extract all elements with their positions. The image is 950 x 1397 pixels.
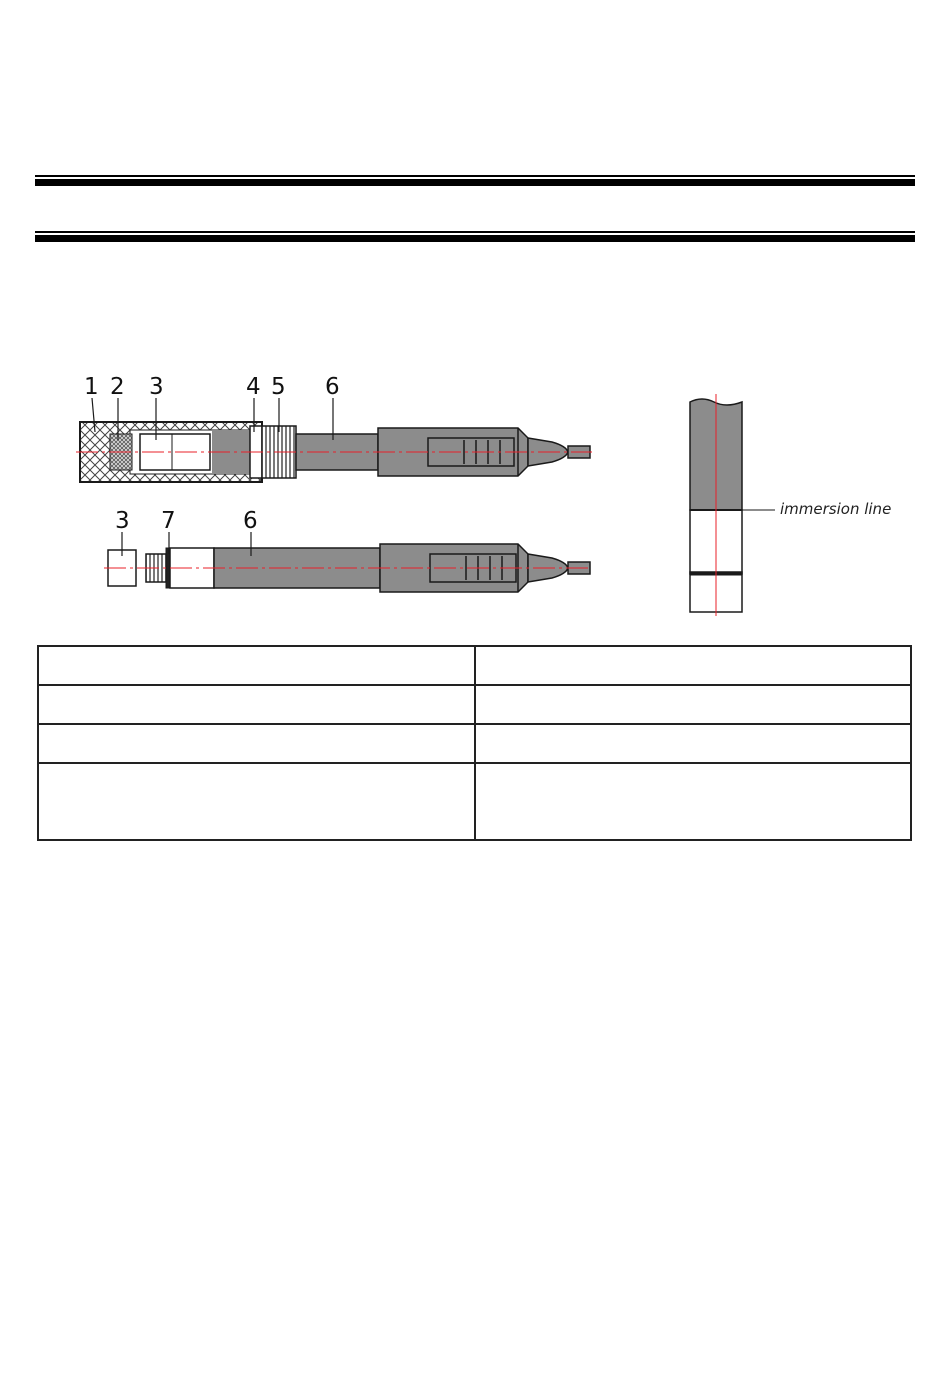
spec-table xyxy=(37,645,912,841)
disassembled-electrode xyxy=(104,508,592,592)
callout-6-lower: 6 xyxy=(243,508,258,534)
table-row xyxy=(38,685,911,724)
top-rule-upper xyxy=(35,175,915,186)
callout-2: 2 xyxy=(110,374,125,400)
callout-5: 5 xyxy=(271,374,286,400)
table-cell xyxy=(38,763,475,840)
callout-3-lower: 3 xyxy=(115,508,130,534)
callout-1: 1 xyxy=(84,374,99,400)
immersion-detail xyxy=(690,394,891,616)
table-cell xyxy=(38,646,475,685)
table-cell xyxy=(475,763,912,840)
callout-3: 3 xyxy=(149,374,164,400)
assembled-electrode xyxy=(76,374,592,482)
table-row xyxy=(38,646,911,685)
table-cell xyxy=(475,646,912,685)
callout-6: 6 xyxy=(325,374,340,400)
table-row xyxy=(38,763,911,840)
table-cell xyxy=(475,685,912,724)
table-cell xyxy=(38,685,475,724)
table-cell xyxy=(475,724,912,763)
top-rule-lower xyxy=(35,231,915,242)
table-cell xyxy=(38,724,475,763)
callout-7: 7 xyxy=(161,508,176,534)
callout-4: 4 xyxy=(246,374,261,400)
table-row xyxy=(38,724,911,763)
electrode-diagram xyxy=(0,360,950,630)
immersion-line-label: immersion line xyxy=(780,500,892,518)
